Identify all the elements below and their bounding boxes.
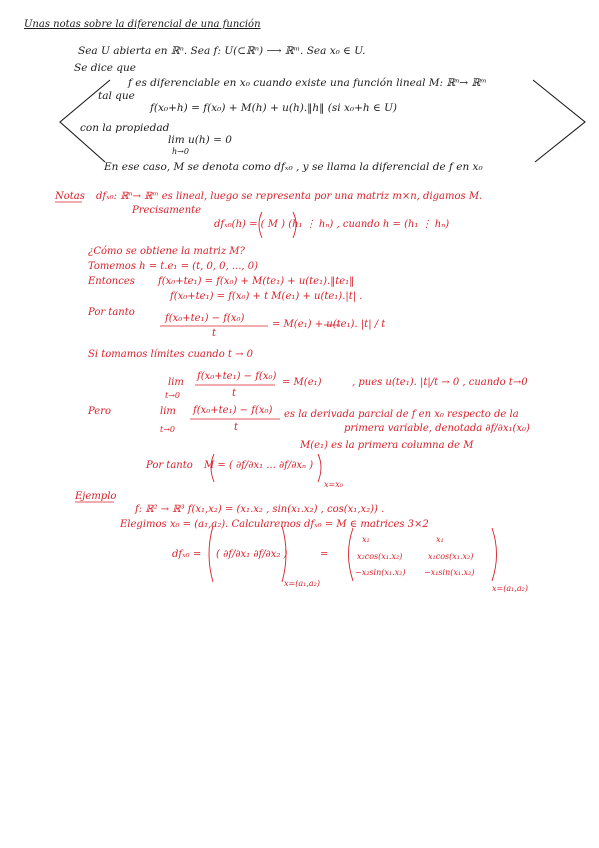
right-angle-bracket [533,80,585,162]
notas-lim-den: t [232,388,237,399]
definition-line2: f es diferenciable en x₀ cuando existe una función lineal M: ℝⁿ→ ℝᵐ [128,77,487,89]
definition-tal-que: tal que [98,90,135,102]
ejemplo-eq: = [320,549,329,560]
definition-limit-sub: h→0 [172,147,189,156]
ejemplo-mid: ( ∂f/∂x₁ ∂f/∂x₂ ) [216,549,288,560]
notas-pero-sub: t→0 [160,425,176,434]
notas-lim-sub: t→0 [165,391,181,400]
notas-entonces-label: Entonces [88,276,135,287]
notas-tomemos: Tomemos h = t.e₁ = (t, 0, 0, ..., 0) [88,261,259,272]
definition-formula: f(x₀+h) = f(x₀) + M(h) + u(h).‖h‖ (si x₀+h ∈ U) [150,102,398,114]
page-title: Unas notas sobre la diferencial de una función [24,19,261,30]
ejemplo-lhs: dfₓ₀ = [172,549,202,560]
definition-limit: lim u(h) = 0 [168,134,232,146]
ejemplo-label: Ejemplo [75,491,117,502]
notas-pero-den: t [234,422,239,433]
jacobian-sub: x=(a₁,a₂) [492,584,528,593]
notas-pero-num: f(x₀+te₁) − f(x₀) [193,405,273,416]
notas-entonces2: f(x₀+te₁) = f(x₀) + t M(e₁) + u(te₁).|t| . [170,291,363,302]
notas-lim-note: , pues u(te₁). |t|/t → 0 , cuando t→0 [352,377,528,388]
notas-lim-rhs: = M(e₁) [282,377,322,388]
notas-portanto2-sub: x=x₀ [324,480,343,489]
jacobian-m31: −x₂sin(x₁.x₂) [355,568,406,577]
notas-portanto-label: Por tanto [88,307,135,318]
notas-lim-pre: lim [168,377,184,388]
notas-pero-rhs3: M(e₁) es la primera columna de M [300,440,474,451]
definition-line1: Sea U abierta en ℝⁿ. Sea f: U(⊂ℝⁿ) ⟶ ℝᵐ. Sea x₀ ∈ U. [78,45,366,57]
notas-portanto2: M = ( ∂f/∂x₁ ... ∂f/∂xₙ ) [204,460,314,471]
ejemplo-mid-sub: x=(a₁,a₂) [284,579,320,588]
notas-lim-num: f(x₀+te₁) − f(x₀) [197,371,277,382]
ejemplo-line2: Elegimos x₀ = (a₁,a₂). Calcularemos dfₓ₀ = M ∈ matrices 3×2 [120,519,429,530]
jacobian-m12: x₁ [436,535,444,544]
notas-question: ¿Cómo se obtiene la matriz M? [88,246,245,257]
notas-pero-pre: lim [160,406,176,417]
jacobian-m21: x₂cos(x₁.x₂) [357,552,403,561]
notas-precisamente: Precisamente [132,205,202,216]
notas-line1: dfₓ₀: ℝⁿ→ ℝᵐ es lineal, luego se representa por una matriz m×n, digamos M. [96,191,483,202]
definition-con-propiedad: con la propiedad [80,122,170,134]
notas-label: Notas [55,191,85,202]
jacobian-m11: x₂ [362,535,370,544]
notas-line2: dfₓ₀(h) = ( M ) (h₁ ⋮ hₙ) , cuando h = (h₁ ⋮ hₙ) [214,219,450,230]
notas-portanto-den: t [212,328,217,339]
notas-pero-rhs2: primera variable, denotada ∂f/∂x₁(x₀) [344,423,530,434]
jacobian-m32: −x₁sin(x₁.x₂) [424,568,475,577]
jacobian-m22: x₁cos(x₁.x₂) [428,552,474,561]
notas-pero-rhs: es la derivada parcial de f en x₀ respecto de la [284,409,519,420]
notas-portanto2-label: Por tanto [146,460,193,471]
notas-si-tomamos: Si tomamos límites cuando t → 0 [88,349,254,360]
notas-pero-label: Pero [88,406,111,417]
notas-entonces1: f(x₀+te₁) = f(x₀) + M(te₁) + u(te₁).‖te₁‖ [158,276,355,287]
notas-portanto-rhs: = M(e₁) + u(te₁). |t| / t [272,319,386,330]
notas-portanto-num: f(x₀+te₁) − f(x₀) [165,313,245,324]
ejemplo-line1: f: ℝ² → ℝ³ f(x₁,x₂) = (x₁.x₂ , sin(x₁.x₂) , cos(x₁,x₂)) . [135,504,385,515]
definition-se-dice: Se dice que [74,62,136,74]
definition-conclusion: En ese caso, M se denota como dfₓ₀ , y se llama la diferencial de f en x₀ [104,161,483,173]
